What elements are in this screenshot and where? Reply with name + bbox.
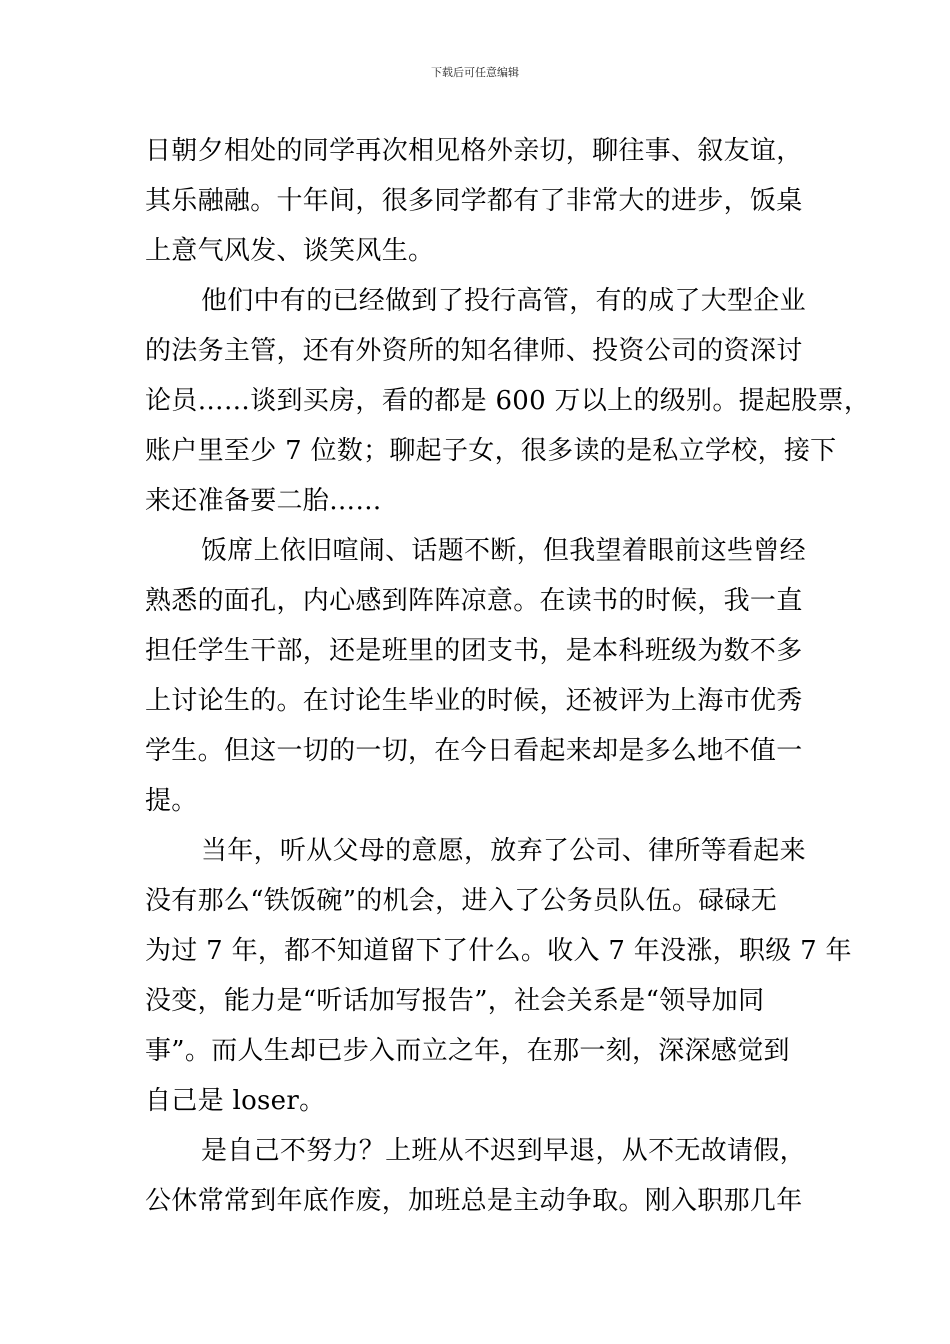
text-line: 日朝夕相处的同学再次相见格外亲切，聊往事、叙友谊， [145, 136, 803, 166]
text-line: 上意气风发、谈笑风生。 [145, 236, 435, 266]
text-line: 担任学生干部，还是班里的团支书，是本科班级为数不多 [145, 636, 803, 666]
text-line: 账户里至少 7 位数；聊起子女，很多读的是私立学校，接下 [145, 436, 837, 466]
page-header: 下载后可任意编辑 [431, 66, 519, 79]
text-line: 的法务主管，还有外资所的知名律师、投资公司的资深讨 [145, 336, 803, 366]
text-line: 其乐融融。十年间，很多同学都有了非常大的进步，饭桌 [145, 186, 803, 216]
paragraph-first-line: 饭席上依旧喧闹、话题不断，但我望着眼前这些曾经 [201, 536, 806, 566]
text-line: 论员……谈到买房，看的都是 600 万以上的级别。提起股票， [145, 386, 871, 416]
text-line: 上讨论生的。在讨论生毕业的时候，还被评为上海市优秀 [145, 686, 803, 716]
text-line: 公休常常到年底作废，加班总是主动争取。刚入职那几年 [145, 1186, 803, 1216]
text-line: 为过 7 年，都不知道留下了什么。收入 7 年没涨，职级 7 年 [145, 936, 852, 966]
text-line: 事”。而人生却已步入而立之年，在那一刻，深深感觉到 [145, 1036, 790, 1066]
paragraph-first-line: 是自己不努力？上班从不迟到早退，从不无故请假， [201, 1136, 806, 1166]
text-line: 来还准备要二胎…… [145, 486, 382, 516]
text-line: 没变，能力是“听话加写报告”，社会关系是“领导加同 [145, 986, 765, 1016]
paragraph-first-line: 他们中有的已经做到了投行高管，有的成了大型企业 [201, 286, 806, 316]
text-line: 熟悉的面孔，内心感到阵阵凉意。在读书的时候，我一直 [145, 586, 803, 616]
text-line: 没有那么“铁饭碗”的机会，进入了公务员队伍。碌碌无 [145, 886, 778, 916]
paragraph-first-line: 当年，听从父母的意愿，放弃了公司、律所等看起来 [201, 836, 806, 866]
document-body [145, 126, 871, 1226]
text-line: 自己是 loser。 [145, 1086, 326, 1116]
text-line: 提。 [145, 786, 198, 816]
text-line: 学生。但这一切的一切，在今日看起来却是多么地不值一 [145, 736, 803, 766]
